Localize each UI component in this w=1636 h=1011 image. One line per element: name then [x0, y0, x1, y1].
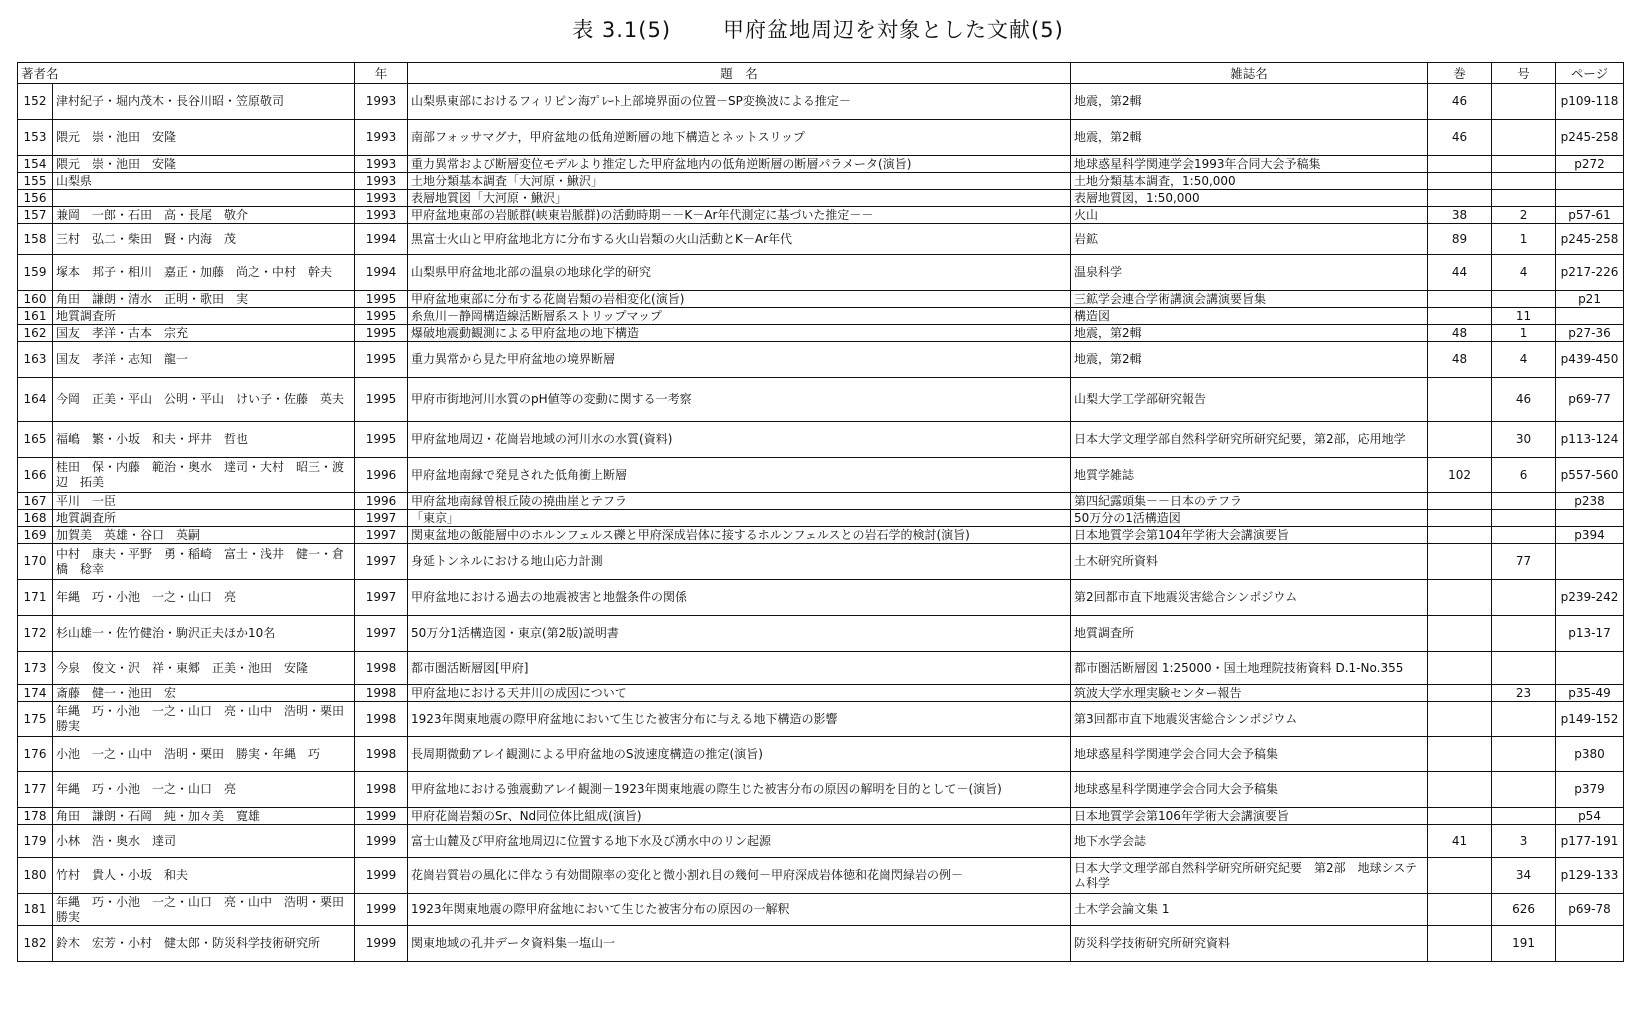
volume-cell: 102 — [1428, 458, 1492, 493]
pages-cell: p21 — [1556, 291, 1624, 308]
title-cell: 甲府盆地周辺・花崗岩地域の河川水の水質(資料) — [408, 422, 1071, 458]
pages-cell — [1556, 510, 1624, 527]
volume-cell — [1428, 493, 1492, 510]
table-row — [18, 510, 1624, 527]
author-cell: 年縄 巧・小池 一之・山口 亮 — [53, 580, 355, 616]
journal-cell: 地震，第2輯 — [1071, 120, 1428, 156]
row-number: 163 — [18, 342, 53, 378]
year-cell: 1993 — [355, 84, 408, 120]
header-row — [18, 63, 1624, 84]
issue-cell — [1492, 580, 1556, 616]
issue-cell: 11 — [1492, 308, 1556, 325]
header-pages: ページ — [1556, 63, 1624, 84]
title-cell: 甲府盆地東部の岩脈群(峡東岩脈群)の活動時期－－K－Ar年代測定に基づいた推定－－ — [408, 207, 1071, 224]
issue-cell: 1 — [1492, 325, 1556, 342]
journal-cell: 防災科学技術研究所研究資料 — [1071, 926, 1428, 962]
pages-cell: p272 — [1556, 156, 1624, 173]
author-cell: 地質調査所 — [53, 308, 355, 325]
title-cell: 土地分類基本調査「大河原・鰍沢」 — [408, 173, 1071, 190]
table-row — [18, 190, 1624, 207]
volume-cell — [1428, 308, 1492, 325]
year-cell: 1999 — [355, 858, 408, 894]
row-number: 171 — [18, 580, 53, 616]
volume-cell — [1428, 772, 1492, 808]
title-cell: 富士山麓及び甲府盆地周辺に位置する地下水及び湧水中のリン起源 — [408, 825, 1071, 858]
issue-cell: 6 — [1492, 458, 1556, 493]
pages-cell — [1556, 190, 1624, 207]
year-cell: 1993 — [355, 120, 408, 156]
journal-cell: 火山 — [1071, 207, 1428, 224]
row-number: 180 — [18, 858, 53, 894]
author-cell: 鈴木 宏芳・小村 健太郎・防災科学技術研究所 — [53, 926, 355, 962]
title-cell: 爆破地震動観測による甲府盆地の地下構造 — [408, 325, 1071, 342]
volume-cell: 38 — [1428, 207, 1492, 224]
volume-cell: 41 — [1428, 825, 1492, 858]
year-cell: 1995 — [355, 308, 408, 325]
issue-cell: 77 — [1492, 544, 1556, 580]
volume-cell — [1428, 190, 1492, 207]
title-cell: 50万分1活構造図・東京(第2版)説明書 — [408, 616, 1071, 652]
title-cell: 都市圏活断層図[甲府] — [408, 652, 1071, 685]
row-number: 155 — [18, 173, 53, 190]
journal-cell: 第2回都市直下地震災害総合シンポジウム — [1071, 580, 1428, 616]
issue-cell — [1492, 737, 1556, 772]
year-cell: 1995 — [355, 291, 408, 308]
row-number: 174 — [18, 685, 53, 702]
year-cell: 1997 — [355, 616, 408, 652]
journal-cell: 地質学雑誌 — [1071, 458, 1428, 493]
author-cell: 小林 浩・奥水 達司 — [53, 825, 355, 858]
author-cell: 兼岡 一郎・石田 高・長尾 敬介 — [53, 207, 355, 224]
pages-cell: p57-61 — [1556, 207, 1624, 224]
table-row — [18, 493, 1624, 510]
author-cell: 年縄 巧・小池 一之・山口 亮 — [53, 772, 355, 808]
volume-cell — [1428, 926, 1492, 962]
journal-cell: 地球惑星科学関連学会合同大会予稿集 — [1071, 737, 1428, 772]
row-number: 154 — [18, 156, 53, 173]
table-row — [18, 926, 1624, 962]
row-number: 181 — [18, 894, 53, 926]
pages-cell: p177-191 — [1556, 825, 1624, 858]
author-cell: 桂田 保・内藤 範治・奥水 達司・大村 昭三・渡辺 拓美 — [53, 458, 355, 493]
pages-cell: p35-49 — [1556, 685, 1624, 702]
row-number: 165 — [18, 422, 53, 458]
row-number: 173 — [18, 652, 53, 685]
author-cell: 今岡 正美・平山 公明・平山 けい子・佐藤 英夫 — [53, 378, 355, 422]
volume-cell: 44 — [1428, 255, 1492, 291]
table-row — [18, 84, 1624, 120]
title-cell: 甲府盆地南縁で発見された低角衝上断層 — [408, 458, 1071, 493]
issue-cell — [1492, 493, 1556, 510]
table-row — [18, 808, 1624, 825]
table-row — [18, 291, 1624, 308]
table-row — [18, 422, 1624, 458]
author-cell: 中村 康夫・平野 勇・稲崎 富士・浅井 健一・倉橋 稔幸 — [53, 544, 355, 580]
author-cell: 角田 謙朗・清水 正明・歌田 実 — [53, 291, 355, 308]
issue-cell — [1492, 120, 1556, 156]
table-row — [18, 702, 1624, 737]
year-cell: 1994 — [355, 224, 408, 255]
journal-cell: 岩鉱 — [1071, 224, 1428, 255]
year-cell: 1998 — [355, 702, 408, 737]
title-cell: 重力異常および断層変位モデルより推定した甲府盆地内の低角逆断層の断層パラメータ(演旨) — [408, 156, 1071, 173]
journal-cell: 日本地質学会第104年学術大会講演要旨 — [1071, 527, 1428, 544]
year-cell: 1995 — [355, 325, 408, 342]
journal-cell: 土地分類基本調査，1:50,000 — [1071, 173, 1428, 190]
row-number: 156 — [18, 190, 53, 207]
pages-cell: p439-450 — [1556, 342, 1624, 378]
row-number: 179 — [18, 825, 53, 858]
issue-cell: 34 — [1492, 858, 1556, 894]
volume-cell — [1428, 616, 1492, 652]
pages-cell: p394 — [1556, 527, 1624, 544]
table-row — [18, 737, 1624, 772]
row-number: 169 — [18, 527, 53, 544]
table-row — [18, 544, 1624, 580]
volume-cell — [1428, 808, 1492, 825]
table-row — [18, 652, 1624, 685]
row-number: 157 — [18, 207, 53, 224]
table-row — [18, 378, 1624, 422]
issue-cell: 23 — [1492, 685, 1556, 702]
year-cell: 1998 — [355, 685, 408, 702]
pages-cell: p27-36 — [1556, 325, 1624, 342]
title-cell: 重力異常から見た甲府盆地の境界断層 — [408, 342, 1071, 378]
issue-cell: 2 — [1492, 207, 1556, 224]
table-row — [18, 173, 1624, 190]
issue-cell — [1492, 84, 1556, 120]
caption-number: 表 3.1(5) — [572, 18, 672, 42]
pages-cell: p379 — [1556, 772, 1624, 808]
journal-cell: 土木研究所資料 — [1071, 544, 1428, 580]
journal-cell: 温泉科学 — [1071, 255, 1428, 291]
table-caption — [0, 14, 1636, 44]
author-cell: 山梨県 — [53, 173, 355, 190]
row-number: 160 — [18, 291, 53, 308]
issue-cell: 46 — [1492, 378, 1556, 422]
journal-cell: 日本大学文理学部自然科学研究所研究紀要 第2部 地球システム科学 — [1071, 858, 1428, 894]
title-cell: 表層地質図「大河原・鰍沢」 — [408, 190, 1071, 207]
table-row — [18, 894, 1624, 926]
author-cell: 地質調査所 — [53, 510, 355, 527]
table-row — [18, 156, 1624, 173]
row-number: 175 — [18, 702, 53, 737]
volume-cell — [1428, 894, 1492, 926]
row-number: 164 — [18, 378, 53, 422]
journal-cell: 都市圏活断層図 1:25000・国土地理院技術資料 D.1-No.355 — [1071, 652, 1428, 685]
volume-cell — [1428, 527, 1492, 544]
title-cell: 身延トンネルにおける地山応力計測 — [408, 544, 1071, 580]
title-cell: 山梨県東部におけるフィリピン海ﾌﾟﾚｰﾄ上部境界面の位置－SP変換波による推定－ — [408, 84, 1071, 120]
table-row — [18, 308, 1624, 325]
title-cell: 甲府盆地南縁曽根丘陵の撓曲崖とテフラ — [408, 493, 1071, 510]
table-row — [18, 685, 1624, 702]
volume-cell — [1428, 685, 1492, 702]
year-cell: 1995 — [355, 378, 408, 422]
title-cell: 南部フォッサマグナ，甲府盆地の低角逆断層の地下構造とネットスリップ — [408, 120, 1071, 156]
row-number: 152 — [18, 84, 53, 120]
year-cell: 1995 — [355, 422, 408, 458]
volume-cell: 89 — [1428, 224, 1492, 255]
volume-cell — [1428, 173, 1492, 190]
volume-cell — [1428, 291, 1492, 308]
author-cell: 国友 孝洋・古本 宗充 — [53, 325, 355, 342]
issue-cell — [1492, 616, 1556, 652]
issue-cell — [1492, 527, 1556, 544]
pages-cell: p217-226 — [1556, 255, 1624, 291]
header-title: 題 名 — [408, 63, 1071, 84]
volume-cell — [1428, 510, 1492, 527]
header-journal: 雑誌名 — [1071, 63, 1428, 84]
journal-cell: 地震，第2輯 — [1071, 342, 1428, 378]
caption-text: 甲府盆地周辺を対象とした文献(5) — [723, 18, 1064, 42]
literature-table — [17, 62, 1624, 962]
title-cell: 「東京」 — [408, 510, 1071, 527]
table-row — [18, 342, 1624, 378]
pages-cell: p239-242 — [1556, 580, 1624, 616]
volume-cell: 48 — [1428, 342, 1492, 378]
issue-cell: 1 — [1492, 224, 1556, 255]
row-number: 162 — [18, 325, 53, 342]
journal-cell: 構造図 — [1071, 308, 1428, 325]
journal-cell: 地震，第2輯 — [1071, 325, 1428, 342]
journal-cell: 表層地質図，1:50,000 — [1071, 190, 1428, 207]
year-cell: 1998 — [355, 652, 408, 685]
table-row — [18, 527, 1624, 544]
issue-cell: 626 — [1492, 894, 1556, 926]
year-cell: 1997 — [355, 544, 408, 580]
author-cell: 平川 一臣 — [53, 493, 355, 510]
year-cell: 1993 — [355, 156, 408, 173]
author-cell: 隈元 崇・池田 安隆 — [53, 120, 355, 156]
journal-cell: 日本大学文理学部自然科学研究所研究紀要，第2部，応用地学 — [1071, 422, 1428, 458]
journal-cell: 地球惑星科学関連学会1993年合同大会予稿集 — [1071, 156, 1428, 173]
row-number: 167 — [18, 493, 53, 510]
row-number: 158 — [18, 224, 53, 255]
year-cell: 1994 — [355, 255, 408, 291]
journal-cell: 第3回都市直下地震災害総合シンポジウム — [1071, 702, 1428, 737]
journal-cell: 地下水学会誌 — [1071, 825, 1428, 858]
pages-cell: p54 — [1556, 808, 1624, 825]
table-row — [18, 458, 1624, 493]
title-cell: 関東盆地の飯能層中のホルンフェルス礫と甲府深成岩体に接するホルンフェルスとの岩石学的検討(演旨) — [408, 527, 1071, 544]
volume-cell — [1428, 702, 1492, 737]
year-cell: 1999 — [355, 808, 408, 825]
issue-cell — [1492, 156, 1556, 173]
table-row — [18, 616, 1624, 652]
author-cell: 斎藤 健一・池田 宏 — [53, 685, 355, 702]
issue-cell — [1492, 652, 1556, 685]
table-row — [18, 325, 1624, 342]
table-row — [18, 772, 1624, 808]
author-cell — [53, 190, 355, 207]
row-number: 170 — [18, 544, 53, 580]
header-author: 著者名 — [18, 63, 355, 84]
title-cell: 甲府盆地における天井川の成因について — [408, 685, 1071, 702]
journal-cell: 山梨大学工学部研究報告 — [1071, 378, 1428, 422]
table-row — [18, 858, 1624, 894]
pages-cell: p149-152 — [1556, 702, 1624, 737]
year-cell: 1999 — [355, 926, 408, 962]
pages-cell: p109-118 — [1556, 84, 1624, 120]
pages-cell — [1556, 173, 1624, 190]
issue-cell — [1492, 702, 1556, 737]
pages-cell — [1556, 652, 1624, 685]
author-cell: 加賀美 英雄・谷口 英嗣 — [53, 527, 355, 544]
year-cell: 1993 — [355, 190, 408, 207]
year-cell: 1998 — [355, 772, 408, 808]
pages-cell: p69-77 — [1556, 378, 1624, 422]
volume-cell — [1428, 156, 1492, 173]
journal-cell: 日本地質学会第106年学術大会講演要旨 — [1071, 808, 1428, 825]
year-cell: 1999 — [355, 894, 408, 926]
pages-cell: p245-258 — [1556, 120, 1624, 156]
title-cell: 甲府市街地河川水質のpH値等の変動に関する一考察 — [408, 378, 1071, 422]
journal-cell: 土木学会論文集 1 — [1071, 894, 1428, 926]
journal-cell: 50万分の1活構造図 — [1071, 510, 1428, 527]
pages-cell: p380 — [1556, 737, 1624, 772]
issue-cell: 30 — [1492, 422, 1556, 458]
row-number: 178 — [18, 808, 53, 825]
journal-cell: 地震，第2輯 — [1071, 84, 1428, 120]
pages-cell: p129-133 — [1556, 858, 1624, 894]
pages-cell — [1556, 926, 1624, 962]
row-number: 153 — [18, 120, 53, 156]
volume-cell — [1428, 544, 1492, 580]
header-issue: 号 — [1492, 63, 1556, 84]
volume-cell — [1428, 580, 1492, 616]
year-cell: 1996 — [355, 493, 408, 510]
journal-cell: 三鉱学会連合学術講演会講演要旨集 — [1071, 291, 1428, 308]
author-cell: 角田 謙朗・石岡 純・加々美 寛雄 — [53, 808, 355, 825]
issue-cell — [1492, 772, 1556, 808]
issue-cell: 4 — [1492, 255, 1556, 291]
volume-cell — [1428, 858, 1492, 894]
year-cell: 1997 — [355, 510, 408, 527]
row-number: 161 — [18, 308, 53, 325]
table-row — [18, 825, 1624, 858]
title-cell: 1923年関東地震の際甲府盆地において生じた被害分布の原因の一解釈 — [408, 894, 1071, 926]
author-cell: 年縄 巧・小池 一之・山口 亮・山中 浩明・栗田 勝実 — [53, 894, 355, 926]
title-cell: 花崗岩質岩の風化に伴なう有効間隙率の変化と微小割れ目の幾何－甲府深成岩体徳和花崗閃緑岩の例－ — [408, 858, 1071, 894]
row-number: 159 — [18, 255, 53, 291]
issue-cell — [1492, 808, 1556, 825]
journal-cell: 地質調査所 — [1071, 616, 1428, 652]
journal-cell: 筑波大学水理実験センター報告 — [1071, 685, 1428, 702]
table-row — [18, 120, 1624, 156]
year-cell: 1997 — [355, 580, 408, 616]
table-body — [18, 84, 1624, 962]
row-number: 166 — [18, 458, 53, 493]
issue-cell — [1492, 190, 1556, 207]
author-cell: 年縄 巧・小池 一之・山口 亮・山中 浩明・栗田 勝実 — [53, 702, 355, 737]
table-row — [18, 207, 1624, 224]
header-volume: 巻 — [1428, 63, 1492, 84]
volume-cell — [1428, 422, 1492, 458]
pages-cell: p69-78 — [1556, 894, 1624, 926]
pages-cell: p238 — [1556, 493, 1624, 510]
title-cell: 長周期微動アレイ観測による甲府盆地のS波速度構造の推定(演旨) — [408, 737, 1071, 772]
row-number: 176 — [18, 737, 53, 772]
author-cell: 小池 一之・山中 浩明・栗田 勝実・年縄 巧 — [53, 737, 355, 772]
title-cell: 甲府盆地東部に分布する花崗岩類の岩相変化(演旨) — [408, 291, 1071, 308]
header-year: 年 — [355, 63, 408, 84]
volume-cell — [1428, 378, 1492, 422]
title-cell: 甲府盆地における強震動アレイ観測－1923年関東地震の際生じた被害分布の原因の解明を目的として－(演旨) — [408, 772, 1071, 808]
volume-cell — [1428, 652, 1492, 685]
journal-cell: 地球惑星科学関連学会合同大会予稿集 — [1071, 772, 1428, 808]
pages-cell: p245-258 — [1556, 224, 1624, 255]
table-row — [18, 255, 1624, 291]
title-cell: 関東地域の孔井データ資料集一塩山一 — [408, 926, 1071, 962]
issue-cell: 4 — [1492, 342, 1556, 378]
year-cell: 1998 — [355, 737, 408, 772]
title-cell: 山梨県甲府盆地北部の温泉の地球化学的研究 — [408, 255, 1071, 291]
volume-cell: 46 — [1428, 84, 1492, 120]
author-cell: 津村紀子・堀内茂木・長谷川昭・笠原敬司 — [53, 84, 355, 120]
pages-cell — [1556, 544, 1624, 580]
pages-cell: p113-124 — [1556, 422, 1624, 458]
issue-cell — [1492, 510, 1556, 527]
author-cell: 竹村 貴人・小坂 和夫 — [53, 858, 355, 894]
pages-cell: p557-560 — [1556, 458, 1624, 493]
title-cell: 甲府盆地における過去の地震被害と地盤条件の関係 — [408, 580, 1071, 616]
author-cell: 国友 孝洋・志知 龍一 — [53, 342, 355, 378]
row-number: 172 — [18, 616, 53, 652]
row-number: 168 — [18, 510, 53, 527]
year-cell: 1995 — [355, 342, 408, 378]
author-cell: 三村 弘二・柴田 賢・内海 茂 — [53, 224, 355, 255]
title-cell: 1923年関東地震の際甲府盆地において生じた被害分布に与える地下構造の影響 — [408, 702, 1071, 737]
volume-cell — [1428, 737, 1492, 772]
title-cell: 糸魚川－静岡構造線活断層系ストリップマップ — [408, 308, 1071, 325]
table-row — [18, 580, 1624, 616]
issue-cell — [1492, 173, 1556, 190]
author-cell: 塚本 邦子・相川 嘉正・加藤 尚之・中村 幹夫 — [53, 255, 355, 291]
title-cell: 甲府花崗岩類のSr、Nd同位体比組成(演旨) — [408, 808, 1071, 825]
table-row — [18, 224, 1624, 255]
volume-cell: 48 — [1428, 325, 1492, 342]
author-cell: 杉山雄一・佐竹健治・駒沢正夫ほか10名 — [53, 616, 355, 652]
row-number: 177 — [18, 772, 53, 808]
author-cell: 隈元 崇・池田 安隆 — [53, 156, 355, 173]
issue-cell: 191 — [1492, 926, 1556, 962]
row-number: 182 — [18, 926, 53, 962]
year-cell: 1997 — [355, 527, 408, 544]
volume-cell: 46 — [1428, 120, 1492, 156]
issue-cell: 3 — [1492, 825, 1556, 858]
issue-cell — [1492, 291, 1556, 308]
title-cell: 黒富士火山と甲府盆地北方に分布する火山岩類の火山活動とK－Ar年代 — [408, 224, 1071, 255]
year-cell: 1993 — [355, 207, 408, 224]
year-cell: 1999 — [355, 825, 408, 858]
journal-cell: 第四紀露頭集－－日本のテフラ — [1071, 493, 1428, 510]
author-cell: 福嶋 繁・小坂 和夫・坪井 哲也 — [53, 422, 355, 458]
year-cell: 1996 — [355, 458, 408, 493]
pages-cell: p13-17 — [1556, 616, 1624, 652]
pages-cell — [1556, 308, 1624, 325]
author-cell: 今泉 俊文・沢 祥・東郷 正美・池田 安隆 — [53, 652, 355, 685]
year-cell: 1993 — [355, 173, 408, 190]
